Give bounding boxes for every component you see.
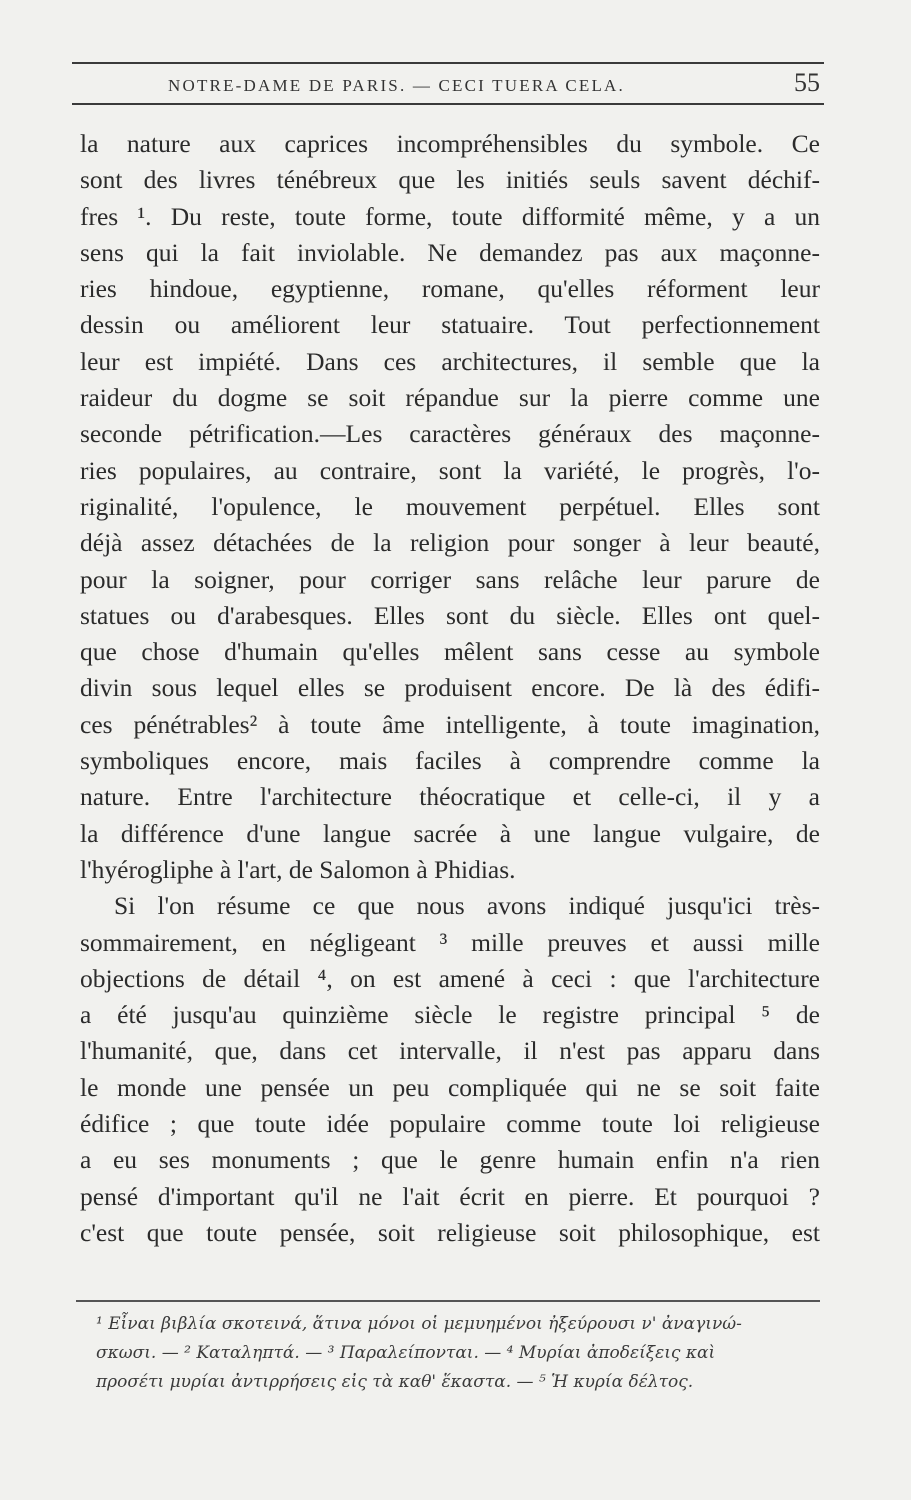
- text-line: seconde pétrification.—Les caractères généraux des maçonne-: [80, 419, 820, 449]
- footnote-line: ¹ Εἶναι βιβλία σκοτεινά, ἅτινα μόνοι οἱ μεμυημένοι ἠξεύρουσι ν' ἀναγινώ-: [96, 1314, 742, 1334]
- text-line: la nature aux caprices incompréhensibles du symbole. Ce: [80, 129, 820, 158]
- page-number: 55: [794, 68, 820, 97]
- text-line: déjà assez détachées de la religion pour songer à leur beauté,: [80, 528, 820, 558]
- header-top-rule: [72, 62, 824, 64]
- text-line: riginalité, l'opulence, le mouvement perpétuel. Elles sont: [80, 491, 820, 521]
- text-line: l'humanité, que, dans cet intervalle, il n'est pas apparu dans: [80, 1036, 820, 1066]
- text-line: que chose d'humain qu'elles mêlent sans cesse au symbole: [80, 637, 820, 667]
- text-line: raideur du dogme se soit répandue sur la pierre comme une: [80, 383, 820, 413]
- text-line: a été jusqu'au quinzième siècle le registre principal ⁵ de: [80, 1000, 820, 1030]
- text-line: sens qui la fait inviolable. Ne demandez pas aux maçonne-: [80, 237, 820, 267]
- body-text: [80, 126, 820, 1251]
- footnote-line: προσέτι μυρίαι ἀντιρρήσεις εἰς τὰ καθ' ἕκαστα. — ⁵ Ἡ κυρία δέλτος.: [96, 1372, 694, 1392]
- text-line: leur est impiété. Dans ces architectures, il semble que la: [80, 346, 820, 376]
- footnote-line: σκωσι. — ² Καταληπτά. — ³ Παραλείπονται. — ⁴ Μυρίαι ἀποδείξεις καὶ: [96, 1343, 716, 1363]
- paragraph-first-line: Si l'on résume ce que nous avons indiqué jusqu'ici très-: [114, 891, 820, 921]
- text-line: symboliques encore, mais faciles à comprendre comme la: [80, 746, 820, 776]
- text-line: pour la soigner, pour corriger sans relâche leur parure de: [80, 564, 820, 594]
- text-line: pensé d'important qu'il ne l'ait écrit en pierre. Et pourquoi ?: [80, 1181, 820, 1211]
- footnotes: [96, 1310, 818, 1397]
- text-line: ces pénétrables² à toute âme intelligente, à toute imagination,: [80, 709, 820, 739]
- text-line: objections de détail ⁴, on est amené à ceci : que l'architecture: [80, 963, 820, 993]
- text-line: le monde une pensée un peu compliquée qui ne se soit faite: [80, 1072, 820, 1102]
- page-header: [72, 68, 824, 102]
- footnote-rule: [76, 1300, 820, 1302]
- text-line: ries hindoue, egyptienne, romane, qu'elles réforment leur: [80, 274, 820, 304]
- header-bottom-rule: [72, 103, 824, 105]
- text-line: la différence d'une langue sacrée à une langue vulgaire, de: [80, 818, 820, 848]
- running-title: NOTRE-DAME DE PARIS. — CECI TUERA CELA.: [168, 76, 625, 95]
- text-line: sommairement, en négligeant ³ mille preuves et aussi mille: [80, 927, 820, 957]
- text-line: sont des livres ténébreux que les initiés seuls savent déchif-: [80, 165, 820, 195]
- text-line: ries populaires, au contraire, sont la variété, le progrès, l'o-: [80, 455, 820, 485]
- text-line: a eu ses monuments ; que le genre humain enfin n'a rien: [80, 1145, 820, 1175]
- text-line: statues ou d'arabesques. Elles sont du siècle. Elles ont quel-: [80, 600, 820, 630]
- text-line: c'est que toute pensée, soit religieuse soit philosophique, est: [80, 1217, 820, 1247]
- text-line: édifice ; que toute idée populaire comme toute loi religieuse: [80, 1109, 820, 1139]
- text-line: l'hyérogliphe à l'art, de Salomon à Phidias.: [80, 854, 516, 884]
- text-line: fres ¹. Du reste, toute forme, toute difformité même, y a un: [80, 201, 820, 231]
- text-line: dessin ou améliorent leur statuaire. Tout perfectionnement: [80, 310, 820, 340]
- text-line: nature. Entre l'architecture théocratique et celle-ci, il y a: [80, 782, 820, 812]
- text-line: divin sous lequel elles se produisent encore. De là des édifi-: [80, 673, 820, 703]
